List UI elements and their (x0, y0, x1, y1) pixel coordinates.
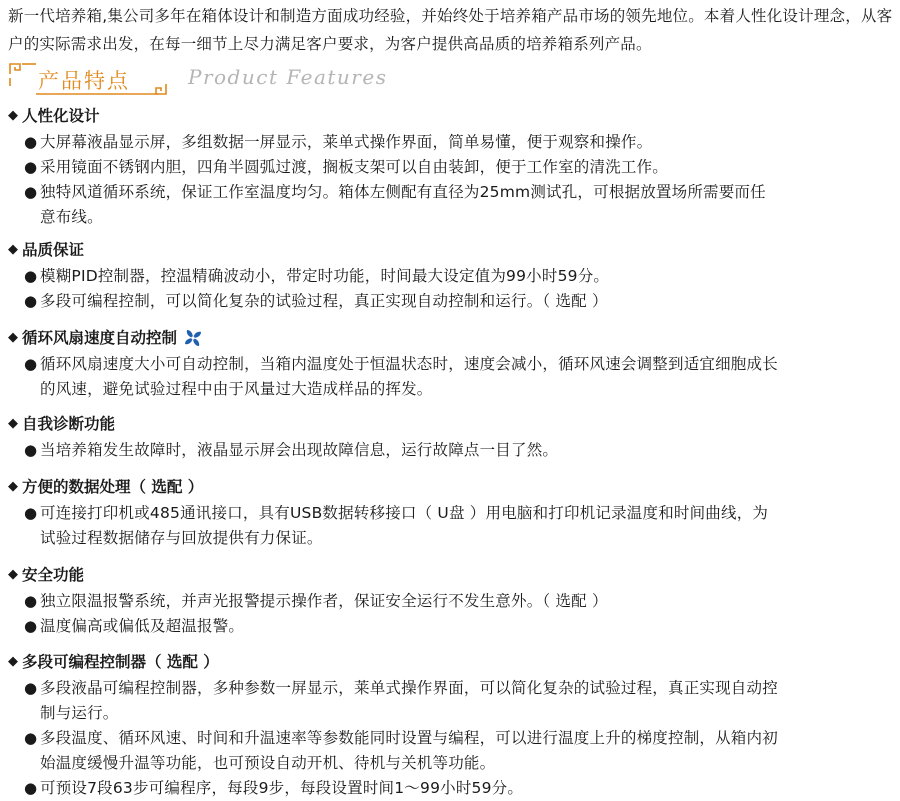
section-title-text: 人性化设计 (22, 107, 100, 125)
section-title-text: 品质保证 (22, 241, 85, 259)
diamond-bullet-icon: ◆ (8, 479, 18, 494)
list-item-text: 温度偏高或偏低及超温报警。 (40, 617, 245, 635)
diamond-bullet-icon: ◆ (8, 416, 18, 431)
list-item-text: 当培养箱发生故障时，液晶显示屏会出现故障信息，运行故障点一目了然。 (40, 441, 559, 459)
list-item-text: 多段温度、循环风速、时间和升温速率等参数能同时设置与编程，可以进行温度上升的梯度控制，从箱内初始温度缓慢升温等功能，也可预设自动开机、待机与关机等功能。 (40, 729, 778, 772)
section-programmable-controller (8, 648, 888, 801)
diamond-bullet-icon: ◆ (8, 242, 18, 257)
list-item-text: 采用镜面不锈钢内胆，四角半圆弧过渡，搁板支架可以自由装卸，便于工作室的清洗工作。 (40, 158, 669, 176)
list-item (8, 289, 780, 314)
bullet-dot-icon: ● (24, 592, 38, 610)
bullet-dot-icon: ● (24, 779, 38, 797)
diamond-bullet-icon: ◆ (8, 108, 18, 123)
list-item-text: 独特风道循环系统，保证工作室温度均匀。箱体左侧配有直径为25mm测试孔，可根据放置场所需要而任意布线。 (40, 183, 766, 226)
list-item-text: 模糊PID控制器，控温精确波动小，带定时功能，时间最大设定值为99小时59分。 (40, 267, 610, 285)
bullet-dot-icon: ● (24, 292, 38, 310)
list-item (8, 130, 780, 155)
list-item (8, 501, 780, 551)
section-title (8, 102, 888, 130)
fan-icon (183, 328, 203, 348)
list-item-text: 循环风扇速度大小可自动控制，当箱内温度处于恒温状态时，速度会减小，循环风速会调整到适宜细胞成长的风速，避免试验过程中由于风量过大造成样品的挥发。 (40, 355, 778, 398)
section-title-text: 循环风扇速度自动控制 (22, 329, 178, 347)
bullet-dot-icon: ● (24, 183, 38, 201)
diamond-bullet-icon: ◆ (8, 654, 18, 669)
section-quality-assurance (8, 236, 888, 314)
section-title (8, 324, 888, 352)
section-title (8, 473, 888, 501)
section-heading-banner (8, 60, 428, 98)
heading-title-cn: 产品特点 (38, 69, 130, 93)
section-data-processing (8, 473, 888, 551)
section-safety (8, 561, 888, 639)
list-item-text: 可连接打印机或485通讯接口，具有USB数据转移接口（ U盘 ）用电脑和打印机记录温度和时间曲线，为试验过程数据储存与回放提供有力保证。 (40, 504, 769, 547)
section-fan-speed-control (8, 324, 888, 402)
list-item (8, 352, 780, 402)
list-item-text: 可预设7段63步可编程序，每段9步，每段设置时间1～99小时59分。 (40, 779, 524, 797)
bullet-list (8, 352, 888, 402)
bullet-dot-icon: ● (24, 355, 38, 373)
list-item (8, 589, 780, 614)
list-item-text: 大屏幕液晶显示屏，多组数据一屏显示，莱单式操作界面，简单易懂，便于观察和操作。 (40, 133, 653, 151)
bullet-list (8, 589, 888, 639)
bullet-dot-icon: ● (24, 158, 38, 176)
list-item-text: 独立限温报警系统，并声光报警提示操作者，保证安全运行不发生意外。（ 选配 ） (40, 592, 608, 610)
bullet-dot-icon: ● (24, 679, 38, 697)
intro-paragraph: 新一代培养箱,集公司多年在箱体设计和制造方面成功经验，并始终处于培养箱产品市场的领先地位。本着人性化设计理念，从客户的实际需求出发，在每一细节上尽力满足客户要求，为客户提供高品质的培养箱系列产品。 (8, 7, 893, 53)
section-title (8, 410, 888, 438)
list-item (8, 264, 780, 289)
list-item (8, 180, 780, 230)
list-item (8, 614, 780, 639)
section-title-text: 方便的数据处理（ 选配 ） (22, 478, 204, 496)
diamond-bullet-icon: ◆ (8, 567, 18, 582)
list-item (8, 676, 780, 726)
bullet-list (8, 501, 888, 551)
section-title-text: 多段可编程控制器（ 选配 ） (22, 653, 219, 671)
bullet-list (8, 438, 888, 463)
list-item (8, 155, 780, 180)
bullet-list (8, 130, 888, 230)
list-item (8, 726, 780, 776)
bullet-list (8, 264, 888, 314)
bullet-dot-icon: ● (24, 729, 38, 747)
bullet-dot-icon: ● (24, 504, 38, 522)
section-humanized-design (8, 102, 888, 230)
bullet-list (8, 676, 888, 801)
heading-title-en: Product Features (188, 65, 388, 89)
section-title-text: 安全功能 (22, 566, 85, 584)
section-self-diagnosis (8, 410, 888, 463)
section-title (8, 561, 888, 589)
section-title (8, 648, 888, 676)
list-item-text: 多段液晶可编程控制器，多种参数一屏显示，莱单式操作界面，可以简化复杂的试验过程，真正实现自动控制与运行。 (40, 679, 778, 722)
section-title (8, 236, 888, 264)
list-item-text: 多段可编程控制，可以简化复杂的试验过程，真正实现自动控制和运行。（ 选配 ） (40, 292, 608, 310)
diamond-bullet-icon: ◆ (8, 330, 18, 345)
bullet-dot-icon: ● (24, 267, 38, 285)
bullet-dot-icon: ● (24, 441, 38, 459)
bullet-dot-icon: ● (24, 617, 38, 635)
section-title-text: 自我诊断功能 (22, 415, 116, 433)
list-item (8, 776, 780, 801)
list-item (8, 438, 780, 463)
bullet-dot-icon: ● (24, 133, 38, 151)
